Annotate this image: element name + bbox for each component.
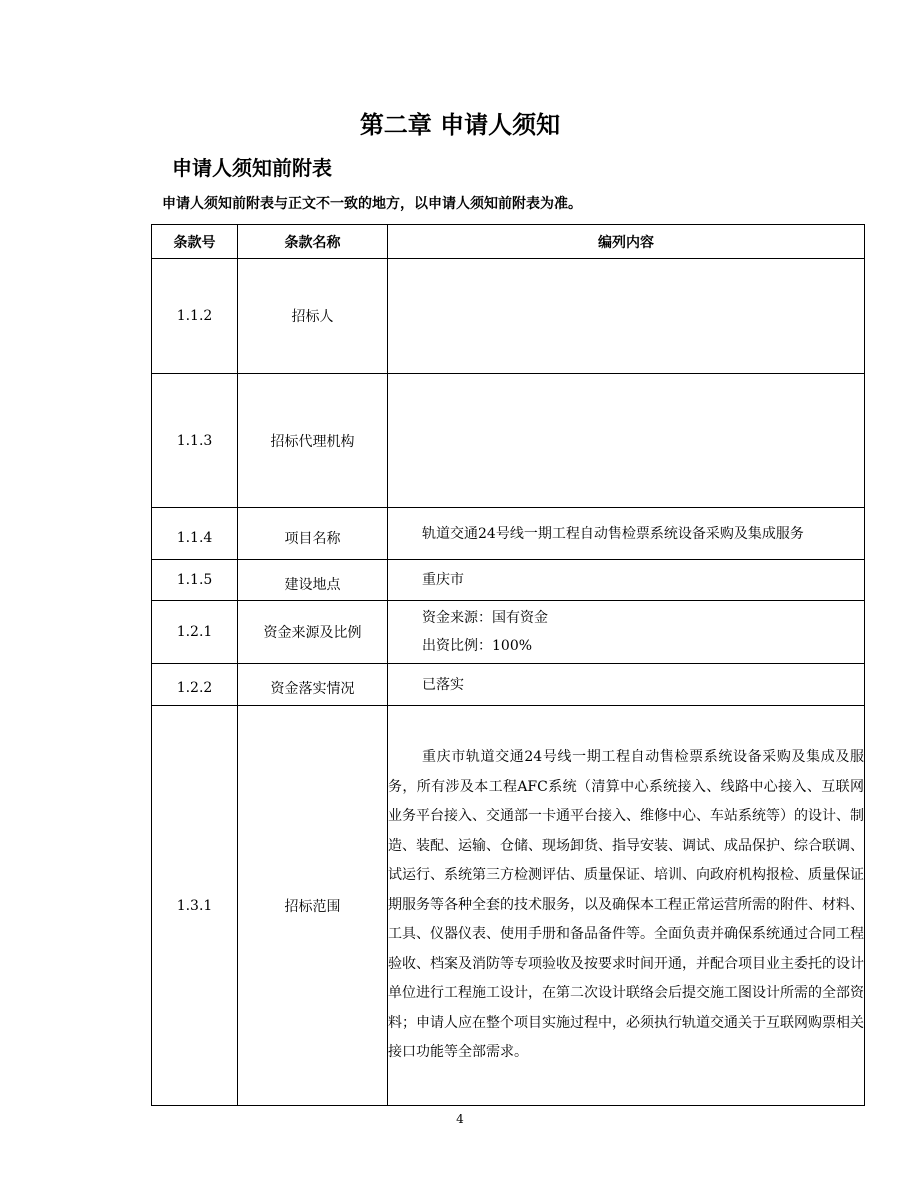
page-number: 4 bbox=[456, 1112, 464, 1126]
content-line: 资金来源：国有资金 bbox=[422, 610, 548, 626]
header-clause-name: 条款名称 bbox=[238, 225, 388, 259]
clause-content bbox=[388, 560, 865, 601]
chapter-title: 第二章 申请人须知 bbox=[359, 111, 561, 139]
table-row bbox=[152, 706, 865, 1106]
clause-content bbox=[388, 664, 865, 706]
clause-name: 招标人 bbox=[238, 259, 388, 374]
clause-name: 资金落实情况 bbox=[238, 664, 388, 706]
content-paragraph: 重庆市轨道交通24号线一期工程自动售检票系统设备采购及集成及服务，所有涉及本工程AFC系统（清算中心系统接入、线路中心接入、互联网业务平台接入、交通部一卡通平台接入、维修中心、车站系统等）的设计、制造、装配、运输、仓储、现场卸货、指导安装、调试、成品保护、综合联调、试运行、系统第三方检测评估、质量保证、培训、向政府机构报检、质量保证期服务等各种全套的技术服务，以及确保本工程正常运营所需的附件、材料、工具、仪器仪表、使用手册和备品备件等。全面负责并确保系统通过合同工程验收、档案及消防等专项验收及按要求时间开通，并配合项目业主委托的设计单位进行工程施工设计，在第二次设计联络会后提交施工图设计所需的全部资料；申请人应在整个项目实施过程中，必须执行轨道交通关于互联网购票相关接口功能等全部需求。 bbox=[388, 749, 864, 1061]
header-clause-number: 条款号 bbox=[152, 225, 238, 259]
table-row bbox=[152, 664, 865, 706]
table-row bbox=[152, 374, 865, 508]
precedence-note: 申请人须知前附表与正文不一致的地方，以申请人须知前附表为准。 bbox=[162, 196, 582, 212]
table-row bbox=[152, 508, 865, 560]
clause-name: 资金来源及比例 bbox=[238, 601, 388, 664]
clause-name: 招标范围 bbox=[238, 706, 388, 1106]
table-row bbox=[152, 560, 865, 601]
clause-name: 项目名称 bbox=[238, 508, 388, 560]
section-title: 申请人须知前附表 bbox=[172, 156, 332, 180]
clause-number: 1.1.5 bbox=[152, 560, 238, 601]
clause-content bbox=[388, 259, 865, 374]
content-line: 已落实 bbox=[422, 676, 464, 693]
clause-number: 1.2.1 bbox=[152, 601, 238, 664]
content-line: 重庆市 bbox=[422, 572, 464, 588]
table-row bbox=[152, 259, 865, 374]
clause-number: 1.1.2 bbox=[152, 259, 238, 374]
table-header-row bbox=[152, 225, 865, 259]
clause-number: 1.1.3 bbox=[152, 374, 238, 508]
clause-name: 建设地点 bbox=[238, 560, 388, 601]
applicant-instructions-table bbox=[151, 224, 865, 1106]
content-line: 出资比例：100% bbox=[422, 638, 533, 654]
clause-content bbox=[388, 601, 865, 664]
clause-number: 1.1.4 bbox=[152, 508, 238, 560]
clause-number: 1.3.1 bbox=[152, 706, 238, 1106]
clause-number: 1.2.2 bbox=[152, 664, 238, 706]
clause-content bbox=[388, 706, 865, 1106]
clause-name: 招标代理机构 bbox=[238, 374, 388, 508]
content-line: 轨道交通24号线一期工程自动售检票系统设备采购及集成服务 bbox=[422, 525, 804, 542]
table-row bbox=[152, 601, 865, 664]
clause-content bbox=[388, 508, 865, 560]
header-content: 编列内容 bbox=[388, 225, 865, 259]
clause-content bbox=[388, 374, 865, 508]
